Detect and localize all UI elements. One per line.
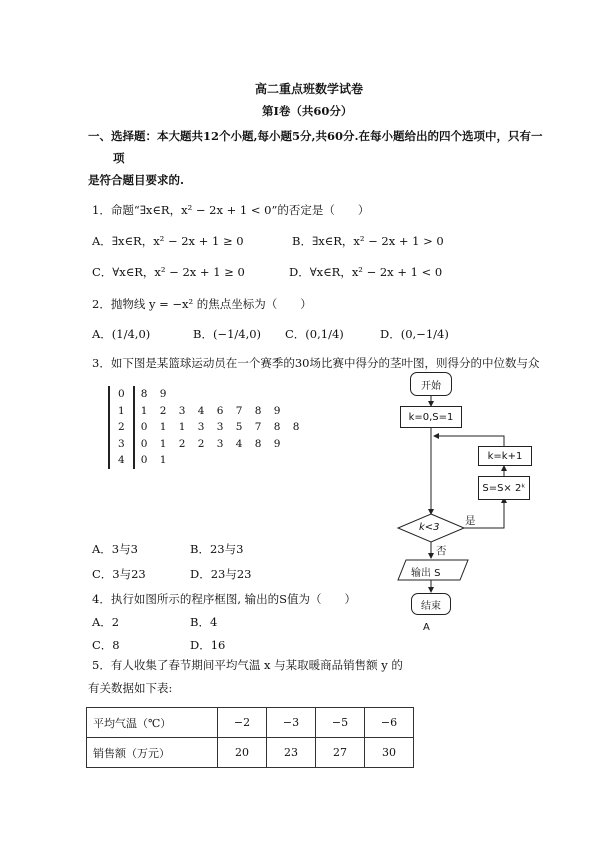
q1-option-a: A．∃x∈R，x² − 2x + 1 ≥ 0 [92,234,244,248]
leaf-value: 8 [254,404,262,417]
table-cell: 27 [316,738,365,768]
leaf-value: 2 [159,404,167,417]
table-cell: −2 [218,708,267,738]
flow-calc: S=S× 2ᵏ [478,476,530,500]
page-subtitle: 第Ⅰ卷（共60分） [262,104,353,118]
leaf-values [134,436,313,453]
section-heading-line2: 项 [113,151,125,165]
table-row [87,708,414,738]
stem-value: 0 [109,386,134,403]
q1-option-c: C．∀x∈R，x² − 2x + 1 ≥ 0 [92,265,245,279]
q1-option-b: B．∃x∈R，x² − 2x + 1 > 0 [292,234,444,248]
leaf-value: 5 [235,421,243,434]
leaf-value: 9 [273,404,281,417]
stem-leaf-row [109,452,313,469]
leaf-value: 0 [140,421,148,434]
stem-value: 1 [109,403,134,420]
section-heading-line3: 是符合题目要求的. [88,173,185,187]
leaf-value: 7 [235,404,243,417]
leaf-value: 9 [273,437,281,450]
leaf-value: 8 [273,421,281,434]
leaf-value: 8 [292,421,300,434]
flow-init: k=0,S=1 [400,406,462,428]
page-title: 高二重点班数学试卷 [255,82,364,96]
q3-option-a: A．3与3 [92,542,138,556]
leaf-values [134,452,313,469]
leaf-value: 0 [140,454,148,467]
q4-option-b: B．4 [190,615,218,629]
leaf-value: 0 [140,437,148,450]
flow-update: k=k+1 [478,446,532,466]
stem-value: 4 [109,452,134,469]
leaf-value: 1 [140,404,148,417]
leaf-values [134,403,313,420]
q4-stem: 4．执行如图所示的程序框图, 输出的S值为（ ） [92,592,357,606]
q2-option-d: D．(0,−1/4) [380,327,449,341]
stem-leaf-row [109,419,313,436]
q5-stem-line1: 5．有人收集了春节期间平均气温 x 与某取暖商品销售额 y 的 [92,658,403,672]
q3-option-c: C．3与23 [92,567,146,581]
leaf-value: 8 [140,388,148,401]
leaf-value: 7 [254,421,262,434]
leaf-value: 4 [235,437,243,450]
leaf-value: 4 [197,404,205,417]
leaf-values [134,419,313,436]
stem-value: 2 [109,419,134,436]
table-cell: −3 [267,708,316,738]
leaf-value: 3 [216,421,224,434]
leaf-value: 9 [159,388,167,401]
flow-condition: k<3 [419,522,440,533]
row-label-temperature: 平均气温（℃） [87,708,218,738]
stem-leaf-row [109,386,313,403]
section-heading-line1: 一、选择题：本大题共12个小题,每小题5分,共60分.在每小题给出的四个选项中，只有一 [88,129,543,143]
q5-stem-line2: 有关数据如下表: [88,681,173,695]
flow-no-label: 否 [436,545,447,557]
flow-start: 开始 [410,372,452,396]
table-cell: 23 [267,738,316,768]
flow-yes-label: 是 [465,515,476,527]
q2-stem: 2．抛物线 y = −x² 的焦点坐标为（ ） [92,297,312,311]
leaf-values [134,386,313,403]
leaf-value: 8 [254,437,262,450]
q1-stem: 1．命题“∃x∈R，x² − 2x + 1 < 0”的否定是（ ） [92,203,370,217]
q4-option-c: C．8 [92,638,120,652]
q5-data-table [86,707,414,768]
leaf-value: 1 [178,421,186,434]
flow-output: 输出 S [411,568,441,579]
stem-leaf-row [109,436,313,453]
table-cell: −5 [316,708,365,738]
leaf-value: 3 [197,421,205,434]
leaf-value: 2 [197,437,205,450]
table-cell: −6 [365,708,414,738]
leaf-value: 3 [216,437,224,450]
row-label-sales: 销售额（万元） [87,738,218,768]
leaf-value: 3 [178,404,186,417]
q3-stem: 3．如下图是某篮球运动员在一个赛季的30场比赛中得分的茎叶图，则得分的中位数与众 [92,356,540,370]
stem-leaf-plot [108,386,314,469]
table-cell: 30 [365,738,414,768]
q1-option-d: D．∀x∈R，x² − 2x + 1 < 0 [289,265,443,279]
q2-option-a: A．(1/4,0) [92,327,151,341]
q2-option-c: C．(0,1/4) [285,327,344,341]
leaf-value: 1 [159,421,167,434]
table-cell: 20 [218,738,267,768]
leaf-value: 1 [159,437,167,450]
leaf-value: 1 [159,454,167,467]
q4-option-d: D．16 [190,638,226,652]
leaf-value: 6 [216,404,224,417]
leaf-value: 2 [178,437,186,450]
table-row [87,738,414,768]
q3-option-d: D．23与23 [190,567,252,581]
stem-leaf-row [109,403,313,420]
flow-caption: A [423,622,430,633]
stem-value: 3 [109,436,134,453]
flow-end: 结束 [411,593,451,615]
q2-option-b: B．(−1/4,0) [193,327,262,341]
q3-option-b: B．23与3 [190,542,244,556]
q4-option-a: A．2 [92,615,120,629]
